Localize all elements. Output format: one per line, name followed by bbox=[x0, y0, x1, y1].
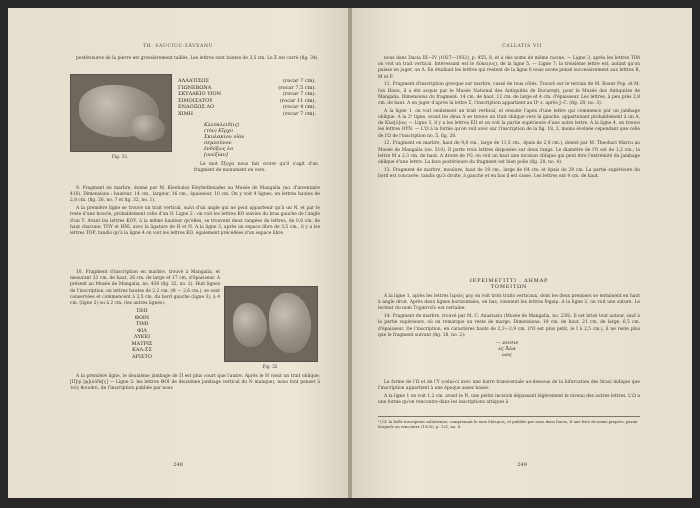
figure-32-caption: Fig. 32 bbox=[262, 364, 278, 369]
right-folio: 249 bbox=[517, 462, 527, 468]
greek-inscription-heading: ΙΕΡΕΙΜΕΓΙΤΤΙ . ΔΗΜΑΡ ΤΟΜΕΙΤΩΝ bbox=[469, 278, 549, 290]
inscription-block-1: ΑΛΛΑΤΙΣΩΣ (rocar 7 cm). ΓΙΩΝΕΒΩΝΑ (rocar 7,5 cm). ΣΚΥΛΑΚΙΟ ΥΙΟΝ (rocar 7 cm). ΣΙΜΟΙΣΑΤΟΥ (rocar 11 cm). ΕΝΔΟΞΩΣ ΛΟ (rocar 4 cm). ΧΙΜΗ (rocar 7 cm). bbox=[178, 78, 316, 117]
left-para-10: 10. Fragment d'inscription en marbre, trouvé à Mangalia, et mesurant 33 cm. de haut, 26 cm. de large et 17 cm. d'épaisseur. A présent au Musée de Mangalia, no. 430 (fig. 32, no. 2). Huit lignes de l'inscription, en lettres hautes de 2,2 cm. (Φ — 2,6 cm.), se sont conservées et commencent à 3,5 cm. du bord gauche (ligne 3), à 4 cm. (ligne 2) ou à 2 cm. (les autres lignes). bbox=[70, 270, 220, 307]
left-para-10b: A la première ligne, le deuxième jambage de Π est plus court que l'autre. Après le Η vient un trait oblique; [Π]ηι [φ]ιλόδε[ς] — Ligne 2: les lettres ΘΟΙ de deuxième jambage vertical du N manque), nous font penser à τοῖς θοινᾶσι, de l'inscription publiée par nous bbox=[70, 374, 320, 392]
right-text-middle: A la ligne 1, après les lettres ἱερεὺς μεγ on voit trois traits verticaux, dont les deux premiers se terminent en haut à angle droit. Après deux lignes horizontales, en bas, viennent les lettres δημαρ. A la ligne 2, on voit une suture. Le lecteur du nom Τυχαστεῖν est certaine. 14. Fragment de marbre, trouvé par M. C. Anastasiu (Musée de Mangalia, no. 236). Il est brisé tout autour, sauf à la partie supérieure, où on remarque un reste de marge. Dimensions: 19 cm. de haut, 21 cm. de large, 6,5 cm. d'épaisseur. De l'inscription, en caractères hauts de 2,3—2,9 cm. (l'O est plus petit, le Ι à 2,5 cm.), il ne reste plus que le fragment suivant (fig. 18, no. 2): bbox=[378, 294, 640, 338]
figure-32-photo bbox=[224, 286, 318, 362]
right-running-head: CALLATIS VII bbox=[502, 44, 542, 49]
inscription-block-2: ΠΗΙ ΘΟΙΝ ΤΙΜΙ ΦΙΛ ΛΥΚΕΙ ΜΑΤΡΙΣ ΚΑΛ-ΣΣ ΑΡΙΣΤΟ bbox=[131, 308, 153, 360]
note-exoxa: Le mot ἔξοχα nous fait croire qu'il s'agit d'un fragment de monument en vers. bbox=[194, 162, 318, 174]
left-running-head: TH. SAUCIUC-SĂVEANU bbox=[142, 44, 214, 49]
figure-33-photo bbox=[70, 74, 172, 152]
figure-33-caption: Fig. 33. bbox=[111, 154, 129, 159]
inscription-transcription: Κλεόκλειδ(ις) (τὸν) Εἴρχυ Σκυλακίου υἱὸν σεμνοῦνον ἐνδόξως λο [υνεξίαν] bbox=[204, 122, 245, 158]
footnote: ¹) Cf. la belle inscription callatienne, comprenant le nom Μάτριος, et publiée par nous dans Dacia, II une liste de noms propres, parmi lesquels on rencontre (1925), p. 121, no. 4. bbox=[378, 416, 640, 429]
left-para-9: 9. Fragment en marbre, donné par M. Kleobulos Eleyhetheiades au Musée de Mangalia (no. d'inventaire 416). Dimensions : hauteur, 14 cm., largeur, 16 cm., épaisseur, 10 cm. On y voit 4 lignes, en lettres hautes de 2,8 cm. (fig. 26, no. 7 et fig. 32, no. 1). A la première ligne se trouve un trait vertical, suivi d'un angle qui ne peut appartenir qu'à un N, et par le reste d'une boucle, probablement celle d'un O. Ligne 2 : on voit les lettres ΚΟ suivies du bras gauche de l'angle d'un Υ. Avant les lettres ΚΟΥ, à la même hauteur qu'elles, se trouvent deux rangées de lettres, de 0,6 cm. de haut chacune: ΤΟΥ et ΗΝΙ, avec la ligature de Η et Ν. A la ligne 3, après un espace libre de 3,5 cm., il y a les lettres ΤΟΡ, tandis qu'à la ligne 4 on voit les lettres ΚΟ, également précédées d'un espace libre. bbox=[70, 186, 320, 237]
right-text-bottom: La forme de l'Ω et de l'Υ (celui-ci avec une barre transversale au-dessous de la bifurcation des bras) indique que l'inscription appartient à une époque assez basse. A la ligne 1 on voit 1,2 cm. avant le Ν, une petite incision dépassant légèrement le niveau des autres lettres. L'Ω a une forme qu'on rencontre dans les inscriptions attiques à bbox=[378, 380, 640, 406]
left-page bbox=[8, 8, 348, 498]
small-inscription: — νεισιν ες Ἄλα ωος bbox=[495, 340, 519, 359]
left-intro-text: postérieures de la pierre est grossièrement taillés. Les lettres sont hautes de 3,5 cm. Le Σ est carré (fig. 34). bbox=[76, 56, 319, 61]
right-text-top: nous dans Dacia III—IV (1927—1932), p. 455, 8, et à des noms de même racine. — Ligne 3, après les lettres ΤΙΜ on voit un trait vertical. Intéressant est le Λύκει(ος), de la ligne 5. — Ligne 7: la troisième lettre est, autant qu'on puisse en juger, un Λ. En étudiant les lettres qui restent de la ligne 8 nous avons pensé successivement aux lettres Β, Μ et Ρ. 11. Fragment d'inscription grecque sur marbre, cassé de tous côtés. Trouvé sur le terrain de M. Boeur Pop, et M. Ion Hanu, il a été acquis par le Musée National des Antiquités de Bucureşti, pour le Musée des Antiquités de Mangalia. Dimensions du fragment: 14 cm. de haut, 12 cm. de large et 4 cm. d'épaisseur. Les lettres, à peu près 2,8 cm. de haut. A en juger d'après la lettre Σ, l'inscription appartient au IIᵉ s. après J.-C. (fig. 28, no. 3). A la ligne 1, on voit seulement un trait vertical, et ensuite l'apex d'une lettre qui commence par un jambage oblique. A la 2ᵉ ligne, avant les deux Λ se trouve un trait oblique vers la gauche, appartenant probablement à un Α, de Κλα[ύ]ιος — Ligne 3, il y a les lettres ΕΙΙ et on voit la partie supérieure d'une autre lettre. A la ligne 4, on trouve les lettres ΟΥΝ. — L'Ω à la forme qu'on voit avec sur l'inscription de la fig. 18, 2, moins évoluée cependant que celle de l'Ω de l'inscription no. 5, fig. 28. 12. Fragment en marbre, haut de 9,8 cm., large de 11,5 cm., épais de 2,8 cm.), donné par M. Theohari Marcu au Musée de Mangalia (no. 510). Il porte trois lettres disposées sur deux rangs. Le diamètre de l'O est de 1,2 cm.; la lettre M a 2,3 cm. de haut. A droite de l'O, on voit un haut une incision oblique qui peut être l'extrémité du jambage oblique d'une lettre. La face postérieure du fragment est bien polie (fig. 28, no. 4). 13. Fragment de marbre, moulure, haut de 19 cm., large de 64 cm. et épais de 29 cm. La partie supérieure du bord est concavée, tandis qu'à droite, à gauche et en bas il est cassé. Les lettres ont 4 cm. de haut. bbox=[378, 56, 640, 180]
left-folio: 248 bbox=[173, 462, 183, 468]
right-page bbox=[352, 8, 692, 498]
book-spread bbox=[8, 8, 692, 498]
